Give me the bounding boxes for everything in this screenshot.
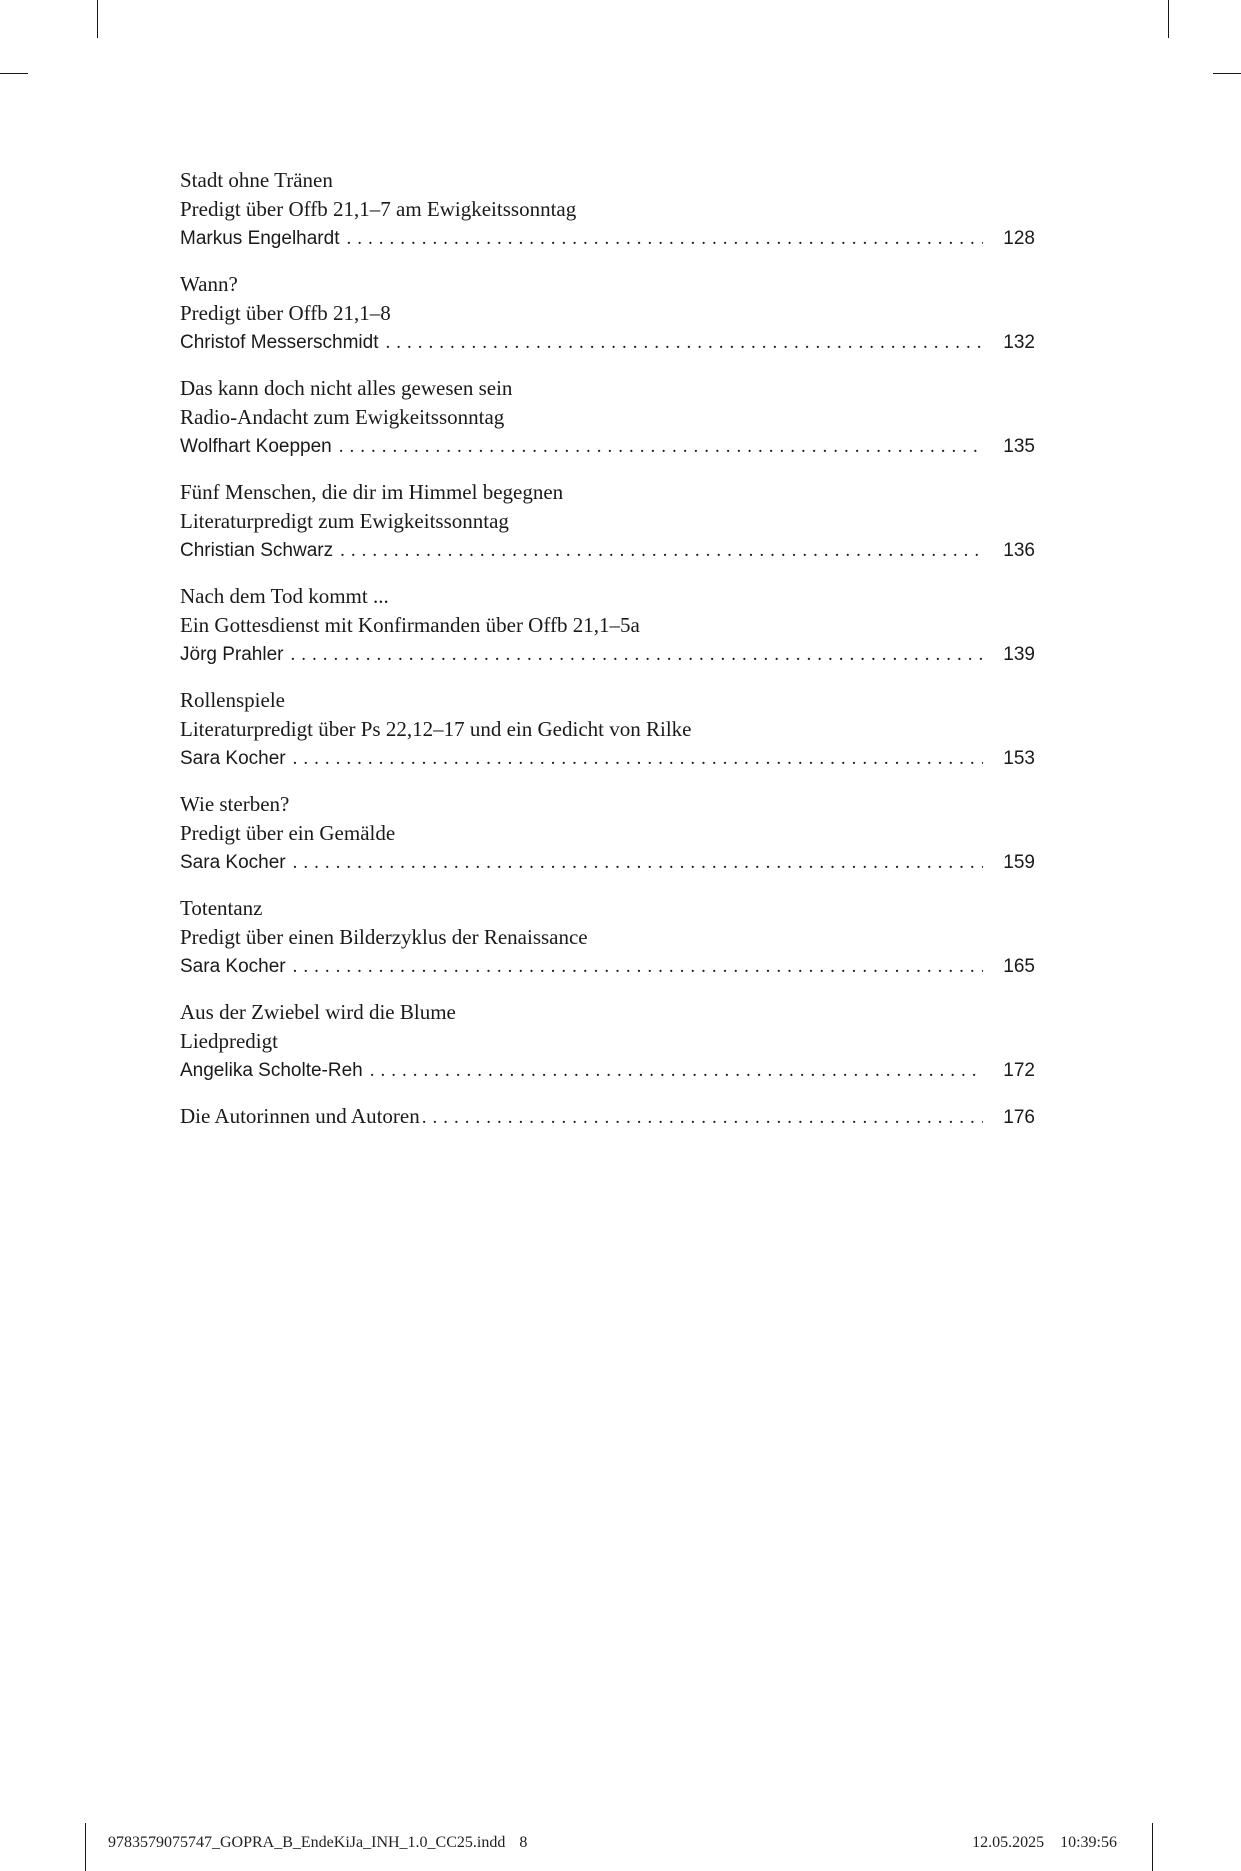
toc-entry-author-line	[180, 640, 1035, 669]
toc-entry-page-number: 135	[1003, 436, 1035, 457]
toc-entry-author-line	[180, 848, 1035, 877]
toc-entry	[180, 374, 1035, 461]
toc-entry-page-number: 176	[1003, 1107, 1035, 1128]
toc-entry-author: Christian Schwarz	[180, 540, 334, 561]
toc-entry	[180, 166, 1035, 253]
crop-mark-top-right-vertical	[1168, 0, 1169, 38]
slug-sheet-number: 8	[519, 1834, 528, 1851]
toc-entry-subtitle: Predigt über Offb 21,1–7 am Ewigkeitssonntag	[180, 197, 577, 221]
toc-entry-author-line	[180, 328, 1035, 357]
dot-leader	[346, 224, 983, 253]
toc-entry-line	[180, 1102, 1035, 1132]
toc-entry-subtitle: Literaturpredigt über Ps 22,12–17 und ein Gedicht von Rilke	[180, 717, 692, 741]
dot-leader	[339, 432, 983, 461]
toc-entry	[180, 270, 1035, 357]
toc-entry-page-number: 153	[1003, 748, 1035, 769]
toc-entry-title: Rollenspiele	[180, 688, 285, 712]
toc-entry	[180, 478, 1035, 565]
toc-entry-subtitle: Literaturpredigt zum Ewigkeitssonntag	[180, 509, 509, 533]
toc-entry-subtitle: Radio-Andacht zum Ewigkeitssonntag	[180, 405, 505, 429]
slug-timestamp	[972, 1834, 1117, 1852]
dot-leader	[422, 1103, 983, 1132]
toc-entry-title: Das kann doch nicht alles gewesen sein	[180, 376, 513, 400]
dot-leader	[293, 848, 983, 877]
toc-entry-page-number: 139	[1003, 644, 1035, 665]
toc-entry-author: Sara Kocher	[180, 956, 286, 977]
toc-entry-page-number: 132	[1003, 332, 1035, 353]
toc-entry-author: Jörg Prahler	[180, 644, 284, 665]
toc-entry-subtitle: Predigt über ein Gemälde	[180, 821, 396, 845]
print-slug-footer	[108, 1834, 1117, 1852]
toc-entry	[180, 790, 1035, 877]
dot-leader	[340, 536, 983, 565]
toc-entry-author-line	[180, 432, 1035, 461]
toc-entry-subtitle: Predigt über einen Bilderzyklus der Renaissance	[180, 925, 588, 949]
toc-entry-author-line	[180, 952, 1035, 981]
crop-mark-top-left-vertical	[97, 0, 98, 38]
toc-entry	[180, 582, 1035, 669]
toc-entry-subtitle: Ein Gottesdienst mit Konfirmanden über Offb 21,1–5a	[180, 613, 640, 637]
crop-mark-top-right-horizontal	[1213, 73, 1241, 74]
toc-entry-author: Angelika Scholte-Reh	[180, 1060, 363, 1081]
toc-entry-title: Aus der Zwiebel wird die Blume	[180, 1000, 456, 1024]
slug-filename: 9783579075747_GOPRA_B_EndeKiJa_INH_1.0_CC25.indd	[108, 1834, 506, 1851]
dot-leader	[293, 952, 983, 981]
toc-entry-title: Wann?	[180, 272, 238, 296]
dot-leader	[293, 744, 983, 773]
toc-entry	[180, 998, 1035, 1085]
toc-entry-title: Totentanz	[180, 896, 263, 920]
toc-entry-title: Fünf Menschen, die dir im Himmel begegnen	[180, 480, 564, 504]
toc-entry-page-number: 128	[1003, 228, 1035, 249]
toc-entry-title: Stadt ohne Tränen	[180, 168, 333, 192]
toc-entry-author-line	[180, 224, 1035, 253]
toc-entry-page-number: 172	[1003, 1060, 1035, 1081]
toc-entry-author: Wolfhart Koeppen	[180, 436, 332, 457]
crop-mark-bottom-right-vertical	[1152, 1823, 1153, 1871]
toc-entry-page-number: 136	[1003, 540, 1035, 561]
dot-leader	[291, 640, 984, 669]
table-of-contents	[180, 166, 1035, 1149]
toc-entry-author: Markus Engelhardt	[180, 228, 340, 249]
dot-leader	[386, 328, 984, 357]
slug-time: 10:39:56	[1060, 1834, 1117, 1851]
dot-leader	[370, 1056, 983, 1085]
toc-entry-author-line	[180, 1056, 1035, 1085]
slug-date: 12.05.2025	[972, 1834, 1045, 1851]
toc-entry-author: Sara Kocher	[180, 748, 286, 769]
toc-entry-author-line	[180, 536, 1035, 565]
toc-entry-page-number: 165	[1003, 956, 1035, 977]
slug-filename-line	[108, 1834, 527, 1852]
toc-entry-title: Die Autorinnen und Autoren	[180, 1104, 420, 1128]
crop-mark-bottom-left-vertical	[85, 1823, 86, 1871]
crop-mark-top-left-horizontal	[0, 73, 28, 74]
toc-entry-page-number: 159	[1003, 852, 1035, 873]
toc-entry-author: Christof Messerschmidt	[180, 332, 379, 353]
toc-entry-subtitle: Liedpredigt	[180, 1029, 278, 1053]
toc-entry	[180, 686, 1035, 773]
toc-entry-subtitle: Predigt über Offb 21,1–8	[180, 301, 391, 325]
toc-entry	[180, 894, 1035, 981]
toc-entry-author-line	[180, 744, 1035, 773]
toc-entry-author: Sara Kocher	[180, 852, 286, 873]
toc-entry-authors-section	[180, 1102, 1035, 1132]
toc-entry-title: Nach dem Tod kommt ...	[180, 584, 389, 608]
toc-entry-title: Wie sterben?	[180, 792, 290, 816]
